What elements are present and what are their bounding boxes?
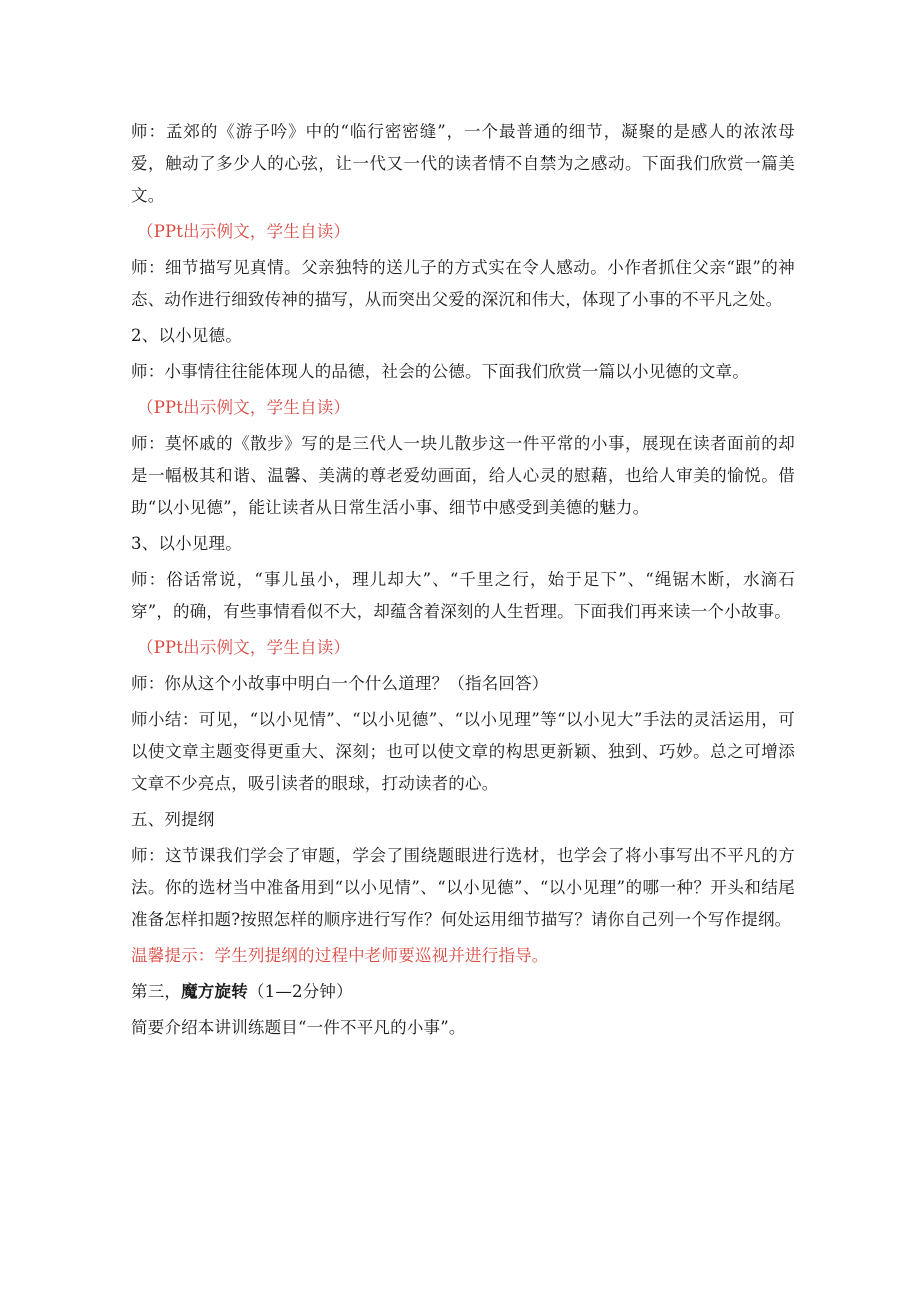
section-3-bold-title: 魔方旋转 bbox=[181, 982, 248, 1001]
paragraph-final: 简要介绍本讲训练题目“一件不平凡的小事”。 bbox=[131, 1018, 466, 1037]
paragraph-detail: 师：细节描写见真情。父亲独特的送儿子的方式实在令人感动。小作者抓住父亲“跟”的神态、动作进行细致传神的描写，从而突出父爱的深沉和伟大，体现了小事的不平凡之处。 bbox=[131, 258, 795, 309]
ppt-note-1: （PPt出示例文，学生自读） bbox=[137, 222, 351, 241]
section-3-prefix: 第三， bbox=[131, 982, 182, 1001]
document-body bbox=[131, 116, 795, 1048]
paragraph-suhua: 师：俗话常说，“事儿虽小，理儿却大”、“千里之行，始于足下”、“绳锯木断，水滴石穿”，的确，有些事情看似不大，却蕴含着深刻的人生哲理。下面我们再来读一个小故事。 bbox=[131, 570, 795, 621]
paragraph-summary: 师小结：可见，“以小见情”、“以小见德”、“以小见理”等“以小见大”手法的灵活运用，可以使文章主题变得更重大、深刻；也可以使文章的构思更新颖、独到、巧妙。总之可增添文章不少亮点，吸引读者的眼球，打动读者的心。 bbox=[131, 710, 795, 793]
ppt-note-3: （PPt出示例文，学生自读） bbox=[137, 638, 351, 657]
paragraph-pinde: 师：小事情往往能体现人的品德，社会的公德。下面我们欣赏一篇以小见德的文章。 bbox=[131, 362, 749, 381]
paragraph-youziyin: 师：孟郊的《游子吟》中的“临行密密缝”，一个最普通的细节，凝聚的是感人的浓浓母爱，触动了多少人的心弦，让一代又一代的读者情不自禁为之感动。下面我们欣赏一篇美文。 bbox=[131, 122, 795, 205]
ppt-note-2: （PPt出示例文，学生自读） bbox=[137, 398, 351, 417]
paragraph-outline: 师：这节课我们学会了审题，学会了围绕题眼进行选材，也学会了将小事写出不平凡的方法。你的选材当中准备用到“以小见情”、“以小见德”、“以小见理”的哪一种？开头和结尾准备怎样扣题?按照怎样的顺序进行写作？何处运用细节描写？请你自己列一个写作提纲。 bbox=[131, 846, 795, 929]
section-3-suffix: （1—2分钟） bbox=[247, 982, 353, 1001]
section-3-heading bbox=[131, 976, 795, 1008]
heading-yixiaojiande: 2、以小见德。 bbox=[131, 326, 242, 345]
tip-note: 温馨提示：学生列提纲的过程中老师要巡视并进行指导。 bbox=[131, 946, 549, 965]
heading-outline: 五、列提纲 bbox=[131, 810, 215, 829]
paragraph-sanbu: 师：莫怀戚的《散步》写的是三代人一块儿散步这一件平常的小事，展现在读者面前的却是一幅极其和谐、温馨、美满的尊老爱幼画面，给人心灵的慰藉，也给人审美的愉悦。借助“以小见德”，能让读者从日常生活小事、细节中感受到美德的魅力。 bbox=[131, 434, 795, 517]
paragraph-question: 师：你从这个小故事中明白一个什么道理？（指名回答） bbox=[131, 674, 549, 693]
heading-yixiaojianli: 3、以小见理。 bbox=[131, 534, 242, 553]
